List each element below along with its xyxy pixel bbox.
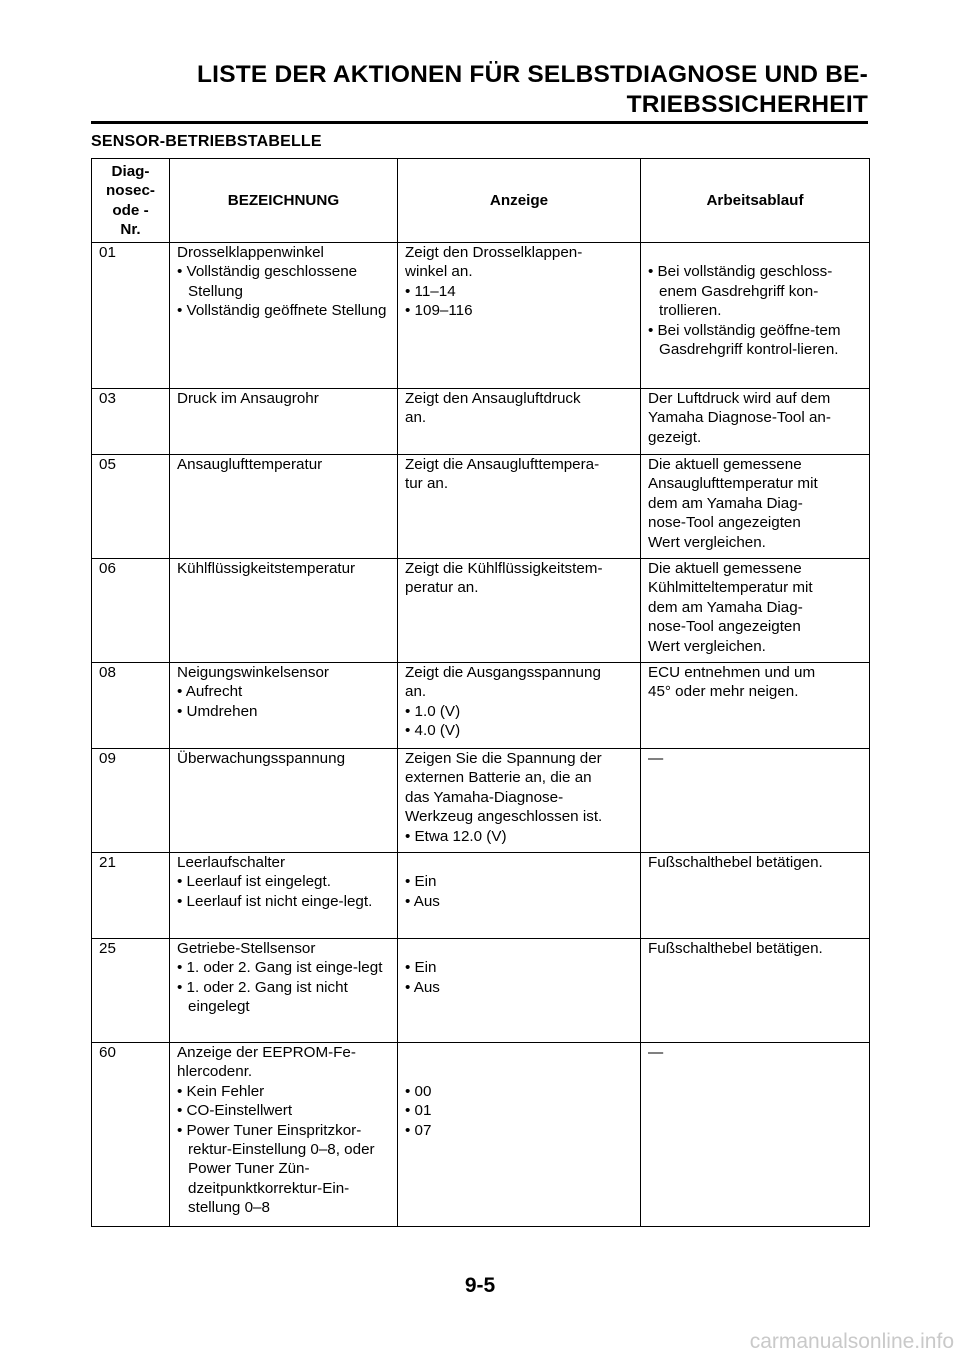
name-bullet: • Aufrecht [177,683,243,701]
name-line: Drosselklappenwinkel [177,244,324,261]
display-line: Zeigt die Kühlflüssigkeitstem- [405,560,603,577]
procedure-line: Der Luftdruck wird auf dem [648,390,831,407]
procedure-line: Yamaha Diagnose-Tool an- [648,409,831,427]
cell-name: Überwachungsspannung [170,749,398,853]
procedure-line: Die aktuell gemessene [648,456,802,473]
cell-code: 09 [92,749,170,853]
display-line: an. [405,409,427,427]
header-code-line: Nr. [120,220,141,238]
table-row [92,389,870,455]
cell-name [170,853,398,939]
header-procedure: Arbeitsablauf [641,159,870,243]
cell-procedure: Fußschalthebel betätigen. [641,853,870,939]
cell-procedure: — [641,749,870,853]
cell-display [398,663,641,749]
display-line: winkel an. [405,263,473,281]
display-line: an. [405,683,427,701]
procedure-line: nose-Tool angezeigten [648,514,801,532]
title-rule [91,121,868,124]
header-code-line: Diag- [111,162,150,180]
procedure-line: ECU entnehmen und um [648,664,816,681]
cell-display [398,243,641,389]
procedure-line: Wert vergleichen. [648,533,766,551]
cell-code: 60 [92,1043,170,1227]
cell-display [398,853,641,939]
display-line: Zeigt den Drosselklappen- [405,244,583,261]
table-row [92,853,870,939]
name-line: Leerlaufschalter [177,854,286,871]
page-number: 9-5 [464,1274,496,1297]
display-bullet: • 01 [405,1102,432,1120]
display-bullet: • Ein [405,873,437,891]
name-line: Anzeige der EEPROM-Fe- [177,1044,356,1061]
cell-name [170,243,398,389]
cell-display [398,749,641,853]
cell-procedure [641,389,870,455]
page-title-line-2: TRIEBSSICHERHEIT [626,91,868,118]
cell-display [398,939,641,1043]
table-row [92,559,870,663]
display-line: Zeigen Sie die Spannung der [405,750,602,767]
name-line: Neigungswinkelsensor [177,664,329,681]
procedure-line: dem am Yamaha Diag- [648,598,803,616]
display-line: Werkzeug angeschlossen ist. [405,808,603,826]
display-line: Zeigt die Ansauglufttempera- [405,456,600,473]
cell-name [170,1043,398,1227]
cell-display [398,1043,641,1227]
display-bullet: • Aus [405,892,440,910]
cell-code: 03 [92,389,170,455]
display-bullet: • 109–116 [405,302,473,320]
procedure-line: Ansauglufttemperatur mit [648,475,818,493]
sensor-table [91,158,870,1227]
name-bullet: • Leerlauf ist eingelegt. [177,873,331,891]
display-line: peratur an. [405,579,479,597]
name-line: hlercodenr. [177,1063,253,1081]
name-bullet: • Vollständig geöffnete Stellung [177,302,387,320]
watermark: carmanualsonline.info [749,1330,954,1353]
display-bullet: • Etwa 12.0 (V) [405,827,507,845]
display-bullet: • 07 [405,1121,432,1139]
table-row [92,455,870,559]
display-bullet: • 11–14 [405,282,456,300]
display-bullet: • 00 [405,1082,432,1100]
procedure-line: 45° oder mehr neigen. [648,683,799,701]
display-line: externen Batterie an, die an [405,769,592,787]
cell-code: 08 [92,663,170,749]
cell-procedure [641,243,870,389]
procedure-bullet: • Bei vollständig geöffne-tem Gasdrehgriff kontrol-lieren. [648,321,841,359]
table-row [92,749,870,853]
display-bullet: • 4.0 (V) [405,722,461,740]
cell-code: 25 [92,939,170,1043]
procedure-line: dem am Yamaha Diag- [648,494,803,512]
cell-procedure [641,663,870,749]
procedure-line: Die aktuell gemessene [648,560,802,577]
header-display: Anzeige [398,159,641,243]
name-bullet: • CO-Einstellwert [177,1102,293,1120]
table-row [92,663,870,749]
display-line: das Yamaha-Diagnose- [405,788,564,806]
procedure-line: gezeigt. [648,428,702,446]
cell-code: 06 [92,559,170,663]
cell-name: Druck im Ansaugrohr [170,389,398,455]
page-title-line-1: LISTE DER AKTIONEN FÜR SELBSTDIAGNOSE UND BE- [197,61,868,88]
table-row [92,1043,870,1227]
cell-name: Ansauglufttemperatur [170,455,398,559]
cell-code: 05 [92,455,170,559]
procedure-bullet: • Bei vollständig geschloss-enem Gasdrehgriff kon-trollieren. [648,263,833,320]
header-code-line: nosec- [106,182,155,200]
display-bullet: • Aus [405,978,440,996]
header-code-line: ode - [112,201,149,219]
name-bullet: • 1. oder 2. Gang ist einge-legt [177,959,383,977]
name-bullet: • Power Tuner Einspritzkor-rektur-Einstellung 0–8, oder Power Tuner Zün-dzeitpunktkorrektur-Ein-stellung 0–8 [177,1121,375,1217]
cell-name: Kühlflüssigkeitstemperatur [170,559,398,663]
cell-display [398,559,641,663]
cell-procedure [641,559,870,663]
section-title: SENSOR-BETRIEBSTABELLE [91,133,322,150]
table-row [92,243,870,389]
table-header-row [92,159,870,243]
cell-code: 21 [92,853,170,939]
display-bullet: • Ein [405,959,437,977]
cell-procedure [641,455,870,559]
display-line: Zeigt die Ausgangsspannung [405,664,601,681]
cell-name [170,939,398,1043]
header-code [92,159,170,243]
header-name: BEZEICHNUNG [170,159,398,243]
cell-procedure: Fußschalthebel betätigen. [641,939,870,1043]
display-line: tur an. [405,475,449,493]
procedure-line: Wert vergleichen. [648,637,766,655]
procedure-line: Kühlmitteltemperatur mit [648,579,813,597]
name-bullet: • Kein Fehler [177,1082,265,1100]
cell-code: 01 [92,243,170,389]
table-row [92,939,870,1043]
name-bullet: • Leerlauf ist nicht einge-legt. [177,892,373,910]
cell-display [398,389,641,455]
name-bullet: • Umdrehen [177,702,258,720]
display-line: Zeigt den Ansaugluftdruck [405,390,581,407]
cell-procedure: — [641,1043,870,1227]
cell-name [170,663,398,749]
name-bullet: • Vollständig geschlossene Stellung [177,263,358,300]
procedure-line: nose-Tool angezeigten [648,618,801,636]
display-bullet: • 1.0 (V) [405,702,461,720]
name-line: Getriebe-Stellsensor [177,940,316,957]
name-bullet: • 1. oder 2. Gang ist nicht eingelegt [177,978,348,1016]
cell-display [398,455,641,559]
